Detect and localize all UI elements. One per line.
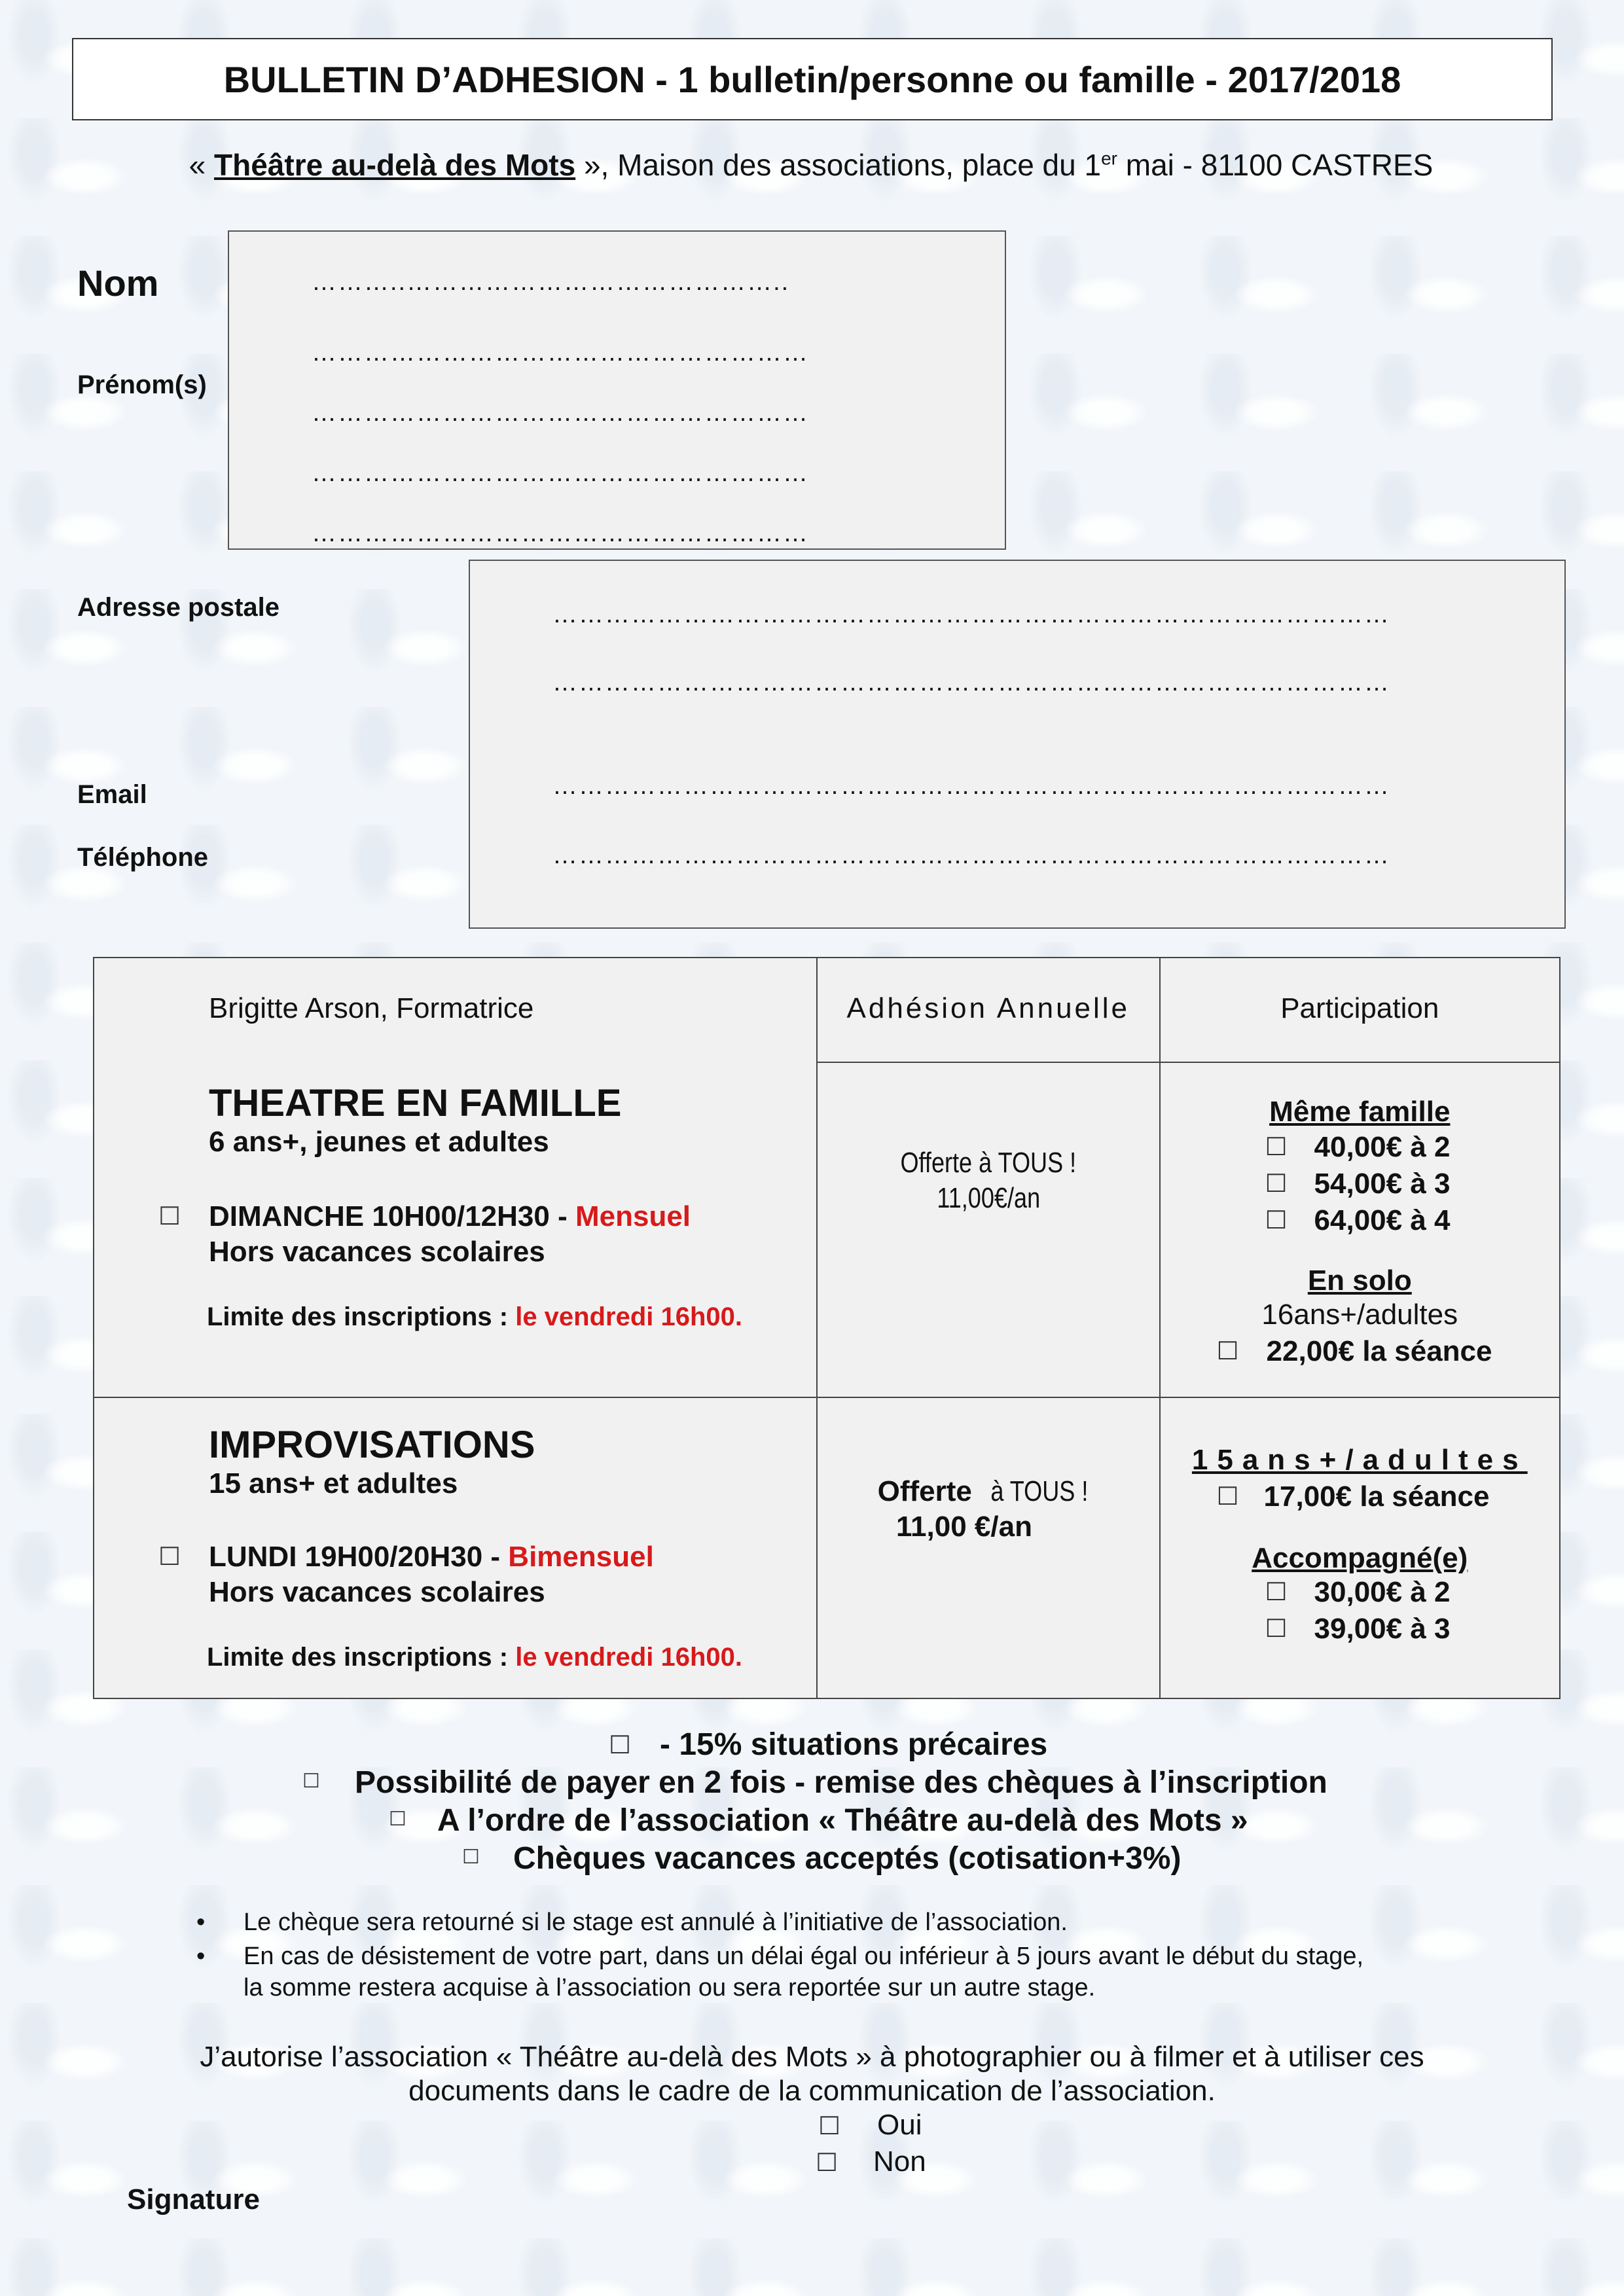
theatre-famille-adhesion-1: Offerte à TOUS !: [900, 1147, 1077, 1179]
note-paiement: Possibilité de payer en 2 fois - remise des chèques à l’inscription: [355, 1765, 1327, 1800]
limit-value: le vendredi 16h00.: [515, 1643, 743, 1672]
authorization-line-2: documents dans le cadre de la communication de l’association.: [408, 2075, 1216, 2107]
acc-3-checkbox[interactable]: ☐: [1265, 1615, 1288, 1643]
email-field[interactable]: ……………………………………………………………………………………: [552, 772, 1390, 800]
note-2-checkbox[interactable]: ☐: [302, 1770, 320, 1792]
acc-2-checkbox[interactable]: ☐: [1265, 1579, 1288, 1606]
limit-label: Limite des inscriptions :: [207, 1302, 516, 1331]
en-solo-ages: 16ans+/adultes: [1261, 1299, 1458, 1331]
prenom-label: Prénom(s): [77, 370, 207, 399]
meme-famille-title: Même famille: [1269, 1096, 1451, 1128]
ordinal-sup: er: [1101, 148, 1117, 169]
improvisations-ages: 15 ans+ et adultes: [209, 1467, 458, 1499]
non-label: Non: [873, 2145, 926, 2178]
prenom-field-3[interactable]: …………………………………………………: [312, 459, 809, 487]
workshops-table: [93, 957, 1561, 1699]
improvisations-holidays: Hors vacances scolaires: [209, 1576, 545, 1608]
email-label: Email: [77, 780, 147, 809]
non-checkbox[interactable]: ☐: [816, 2149, 839, 2177]
offerte-text: Offerte: [877, 1475, 981, 1507]
improvisations-participation-cell: [1160, 1397, 1560, 1698]
adresse-field-1[interactable]: ……………………………………………………………………………………: [552, 601, 1390, 628]
participation-header-cell: [1160, 958, 1560, 1062]
famille-4-checkbox[interactable]: ☐: [1265, 1207, 1288, 1234]
famille-price-2: 40,00€ à 2: [1314, 1131, 1451, 1163]
condition-2-cont: la somme restera acquise à l’association ou sera reportée sur un autre stage.: [244, 1974, 1096, 2001]
note-precaires: - 15% situations précaires: [660, 1727, 1048, 1762]
address-tail: mai - 81100 CASTRES: [1117, 148, 1434, 182]
form-title: BULLETIN D’ADHESION - 1 bulletin/personne ou famille - 2017/2018: [223, 58, 1401, 100]
adhesion-header: Adhésion Annuelle: [846, 992, 1130, 1024]
limit-value: le vendredi 16h00.: [515, 1302, 743, 1331]
improvisations-frequency: Bimensuel: [508, 1541, 654, 1573]
acc-price-2: 30,00€ à 2: [1314, 1576, 1451, 1608]
nom-label: Nom: [77, 262, 159, 304]
theatre-famille-participation-cell: [1160, 1062, 1560, 1397]
theatre-famille-cell: [94, 958, 817, 1397]
nom-field[interactable]: ………..……………………………………..: [312, 268, 790, 296]
improvisations-adhesion-1: [818, 1475, 1159, 1508]
improvisations-schedule: [209, 1541, 654, 1573]
adresse-label: Adresse postale: [77, 593, 280, 622]
adhesion-header-cell: [817, 958, 1160, 1062]
authorization-line-1: J’autorise l’association « Théâtre au-delà des Mots » à photographier ou à filmer et à utiliser ces: [200, 2041, 1424, 2073]
participation-header: Participation: [1280, 992, 1439, 1024]
theatre-famille-adhesion-2: 11,00€/an: [936, 1182, 1040, 1214]
famille-3-checkbox[interactable]: ☐: [1265, 1170, 1288, 1198]
improvisations-limit: [207, 1643, 742, 1672]
solo-price: 22,00€ la séance: [1266, 1335, 1492, 1367]
solo-checkbox[interactable]: ☐: [1216, 1338, 1239, 1365]
adresse-field-2[interactable]: ……………………………………………………………………………………: [552, 669, 1390, 696]
oui-checkbox[interactable]: ☐: [818, 2113, 841, 2140]
theatre-famille-checkbox[interactable]: ☐: [158, 1203, 181, 1230]
bullet-dot: •: [196, 1909, 206, 1936]
quote-open: «: [189, 148, 215, 182]
note-3-checkbox[interactable]: ☐: [389, 1808, 406, 1830]
improvisations-title: IMPROVISATIONS: [209, 1424, 535, 1466]
telephone-field[interactable]: ……………………………………………………………………………………: [552, 842, 1390, 869]
improvisations-checkbox[interactable]: ☐: [158, 1543, 181, 1571]
form-title-box: [72, 38, 1553, 120]
improvisations-cell: [94, 1397, 817, 1698]
telephone-label: Téléphone: [77, 843, 209, 872]
trainer-label: Brigitte Arson, Formatrice: [209, 992, 534, 1024]
en-solo-title: En solo: [1307, 1265, 1412, 1297]
acc-price-3: 39,00€ à 3: [1314, 1613, 1451, 1645]
prenom-field-2[interactable]: …………………………………………………: [312, 399, 809, 427]
theatre-famille-time: DIMANCHE 10H00/12H30 -: [209, 1200, 575, 1232]
prenom-field-4[interactable]: …………………………………………………: [312, 520, 809, 547]
theatre-famille-title: THEATRE EN FAMILLE: [209, 1082, 622, 1124]
theatre-famille-schedule: [209, 1200, 691, 1233]
theatre-famille-limit: [207, 1302, 742, 1332]
bullet-dot: •: [196, 1943, 206, 1970]
improvisations-adhesion-cell: [817, 1397, 1160, 1698]
address-text: », Maison des associations, place du 1: [575, 148, 1102, 182]
theatre-famille-ages: 6 ans+, jeunes et adultes: [209, 1126, 549, 1158]
famille-price-3: 54,00€ à 3: [1314, 1168, 1451, 1200]
note-4-checkbox[interactable]: ☐: [462, 1846, 480, 1868]
improvisations-time: LUNDI 19H00/20H30 -: [209, 1541, 509, 1573]
condition-2: En cas de désistement de votre part, dans un délai égal ou inférieur à 5 jours avant le début du stage,: [244, 1943, 1364, 1970]
seance-checkbox[interactable]: ☐: [1216, 1483, 1239, 1511]
theatre-famille-adhesion-cell: [817, 1062, 1160, 1397]
note-ordre: A l’ordre de l’association « Théâtre au-delà des Mots »: [437, 1803, 1248, 1838]
a-tous-text: à TOUS !: [990, 1475, 1089, 1507]
limit-label: Limite des inscriptions :: [207, 1643, 516, 1672]
theatre-famille-holidays: Hors vacances scolaires: [209, 1236, 545, 1268]
famille-price-4: 64,00€ à 4: [1314, 1204, 1451, 1236]
theatre-famille-adhesion-2-wrap: [818, 1182, 1159, 1215]
note-cheques-vacances: Chèques vacances acceptés (cotisation+3%): [513, 1841, 1182, 1876]
prenom-field-1[interactable]: …………………………………………………: [312, 339, 809, 367]
seance-price: 17,00€ la séance: [1263, 1480, 1490, 1513]
association-name: Théâtre au-delà des Mots: [214, 148, 576, 182]
association-address: [72, 147, 1550, 183]
accompagne-title: Accompagné(e): [1252, 1542, 1468, 1574]
ages-title: 15ans+/adultes: [1191, 1444, 1528, 1476]
theatre-famille-adhesion-1-wrap: [818, 1147, 1159, 1179]
precaires-checkbox[interactable]: ☐: [609, 1732, 632, 1759]
theatre-famille-frequency: Mensuel: [575, 1200, 691, 1232]
famille-2-checkbox[interactable]: ☐: [1265, 1134, 1288, 1161]
condition-1: Le chèque sera retourné si le stage est annulé à l’initiative de l’association.: [244, 1909, 1068, 1936]
signature-label: Signature: [127, 2183, 260, 2215]
oui-label: Oui: [877, 2109, 922, 2141]
improvisations-adhesion-2: 11,00 €/an: [896, 1511, 1032, 1543]
